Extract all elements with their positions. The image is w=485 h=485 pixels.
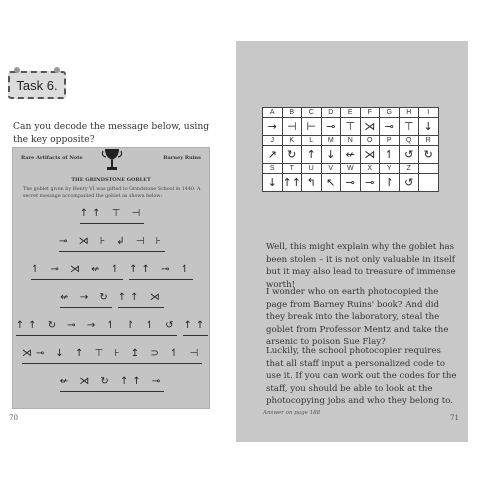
cipher-line <box>13 376 211 392</box>
key-letter-cell: G <box>380 108 400 118</box>
key-letter-cell: F <box>360 108 380 118</box>
doc-header-right: Barney Ruins <box>163 155 201 161</box>
key-letter-cell: L <box>302 136 322 146</box>
key-symbol-cell: ↺ <box>399 174 419 192</box>
key-letter-cell: B <box>282 108 302 118</box>
key-letter-cell <box>419 164 439 174</box>
key-letter-row <box>263 136 439 146</box>
answer-note: Answer on page 188 <box>263 410 321 416</box>
key-symbol-cell: ↖ <box>321 174 341 192</box>
key-symbol-cell: ↓ <box>419 118 439 136</box>
key-symbol-cell: ↓ <box>321 146 341 164</box>
answer-rule <box>59 251 165 252</box>
cipher-word <box>80 208 145 224</box>
key-letter-cell: V <box>321 164 341 174</box>
cipher-glyphs: ↑↑ <box>183 320 209 331</box>
doc-title: THE GRINDSTONE GOBLET <box>71 177 151 183</box>
key-symbol-cell: ⊸ <box>380 118 400 136</box>
key-letter-cell: O <box>360 136 380 146</box>
key-letter-cell: C <box>302 108 322 118</box>
cipher-key-table <box>262 107 439 192</box>
key-symbol-cell: ↗ <box>263 146 283 164</box>
key-symbol-cell: ↑ <box>302 146 322 164</box>
cipher-word <box>60 376 165 392</box>
key-letter-cell: W <box>341 164 361 174</box>
key-symbol-cell: ↾ <box>380 174 400 192</box>
key-symbol-cell: ⊣ <box>282 118 302 136</box>
cipher-line <box>13 264 211 280</box>
key-symbol-cell: ⊸ <box>321 118 341 136</box>
answer-rule <box>60 391 165 392</box>
key-symbol-cell: ⋊ <box>360 146 380 164</box>
key-symbol-cell: ⊸ <box>360 174 380 192</box>
cipher-line <box>13 320 211 336</box>
key-symbol-cell: ⊤ <box>341 118 361 136</box>
task-label <box>8 71 66 99</box>
cipher-glyphs: ⋊⊸ ↓ ↑ ⊤ ⊦ ↥ ⊃ ↿ ⊣ <box>21 348 203 359</box>
key-symbol-cell: ⋊ <box>360 118 380 136</box>
key-symbol-cell: ↺ <box>399 146 419 164</box>
key-symbol-row <box>263 118 439 136</box>
key-symbol-cell: ↓ <box>263 174 283 192</box>
key-letter-row <box>263 164 439 174</box>
key-symbol-cell: ⊤ <box>399 118 419 136</box>
answer-rule <box>60 307 112 308</box>
key-letter-cell: M <box>321 136 341 146</box>
question-text: Can you decode the message below, using the key opposite? <box>13 121 210 145</box>
doc-header-left: Rare Artifacts of Note <box>21 155 83 161</box>
key-symbol-cell: ↑↑ <box>282 174 302 192</box>
doc-intro: The goblet given by Henry VI was gifted to Grindstone School in 1440. A secret message accompanied the goblet as shown below: <box>23 187 201 199</box>
key-letter-cell: S <box>263 164 283 174</box>
key-symbol-cell: ↻ <box>282 146 302 164</box>
cipher-glyphs: ↚ ⋊ ↻ ↑↑ ⊸ <box>59 376 165 387</box>
cipher-word <box>31 264 123 280</box>
cipher-word <box>16 320 178 336</box>
key-letter-cell: D <box>321 108 341 118</box>
key-letter-cell: J <box>263 136 283 146</box>
cipher-word <box>60 292 112 308</box>
key-symbol-cell: ↻ <box>419 146 439 164</box>
answer-rule <box>118 307 164 308</box>
key-symbol-cell: ↿ <box>380 146 400 164</box>
answer-rule <box>80 223 145 224</box>
photocopied-page <box>12 147 210 409</box>
key-symbol-row <box>263 146 439 164</box>
key-letter-cell: Z <box>399 164 419 174</box>
cipher-line <box>13 236 211 252</box>
cipher-glyphs: ↑↑ ⊤ ⊣ <box>79 208 145 219</box>
answer-rule <box>22 363 202 364</box>
page-number-left: 70 <box>9 414 18 422</box>
key-letter-cell: T <box>282 164 302 174</box>
answer-rule <box>129 279 193 280</box>
cipher-glyphs: ↑↑ ↻ ⊸ → ↿ ↾ ↿ ↺ <box>15 320 178 331</box>
key-letter-cell: H <box>399 108 419 118</box>
key-symbol-cell: ↚ <box>341 146 361 164</box>
cipher-line <box>13 292 211 308</box>
key-symbol-cell: → <box>263 118 283 136</box>
key-symbol-cell: ⊸ <box>341 174 361 192</box>
key-letter-cell: Y <box>380 164 400 174</box>
paragraph-1: Well, this might explain why the goblet has been stolen – it is not only valuable in itself but it may also lead to treasure of immense worth! <box>266 242 456 290</box>
key-symbol-cell <box>419 174 439 192</box>
key-letter-cell: X <box>360 164 380 174</box>
goblet-icon <box>101 148 123 172</box>
cipher-word <box>118 292 164 308</box>
key-letter-cell: U <box>302 164 322 174</box>
task-label-text: Task 6. <box>16 77 58 93</box>
answer-rule <box>16 335 178 336</box>
cipher-word <box>59 236 165 252</box>
key-letter-cell: I <box>419 108 439 118</box>
key-letter-cell: A <box>263 108 283 118</box>
cipher-glyphs: ↑↑ ⋊ <box>117 292 164 303</box>
page-number-right: 71 <box>450 414 459 422</box>
cipher-line <box>13 208 211 224</box>
paragraph-2: I wonder who on earth photocopied the page from Barney Ruins' book? And did they break into the laboratory, steal the goblet from Professor Mentz and take the arsenic to poison Sue Flay? <box>266 287 449 347</box>
key-letter-cell: K <box>282 136 302 146</box>
cipher-word <box>22 348 202 364</box>
key-letter-cell: N <box>341 136 361 146</box>
cipher-glyphs: ↑↑ ⊸ ↿ <box>129 264 194 275</box>
cipher-glyphs: ↿ ⊸ ⋊ ↚ ↿ <box>30 264 124 275</box>
cipher-word <box>129 264 193 280</box>
cipher-glyphs: ↚ → ↻ <box>60 292 112 303</box>
cipher-glyphs: ⊸ ⋊ ⊦ ↲ ⊣ ⊦ <box>59 236 165 247</box>
key-letter-cell: P <box>380 136 400 146</box>
key-symbol-cell: ⊢ <box>302 118 322 136</box>
cipher-line <box>13 348 211 364</box>
key-letter-row <box>263 108 439 118</box>
key-letter-cell: Q <box>399 136 419 146</box>
key-symbol-row <box>263 174 439 192</box>
key-symbol-cell: ↰ <box>302 174 322 192</box>
cipher-word <box>183 320 208 336</box>
key-letter-cell: E <box>341 108 361 118</box>
paragraph-3: Luckily, the school photocopier requires that all staff input a personalized code to use it. If you can work out the codes for the staff, you should be able to look at the photocopying jobs and who they belong to. <box>266 346 457 406</box>
key-letter-cell: R <box>419 136 439 146</box>
answer-rule <box>183 335 208 336</box>
answer-rule <box>31 279 123 280</box>
